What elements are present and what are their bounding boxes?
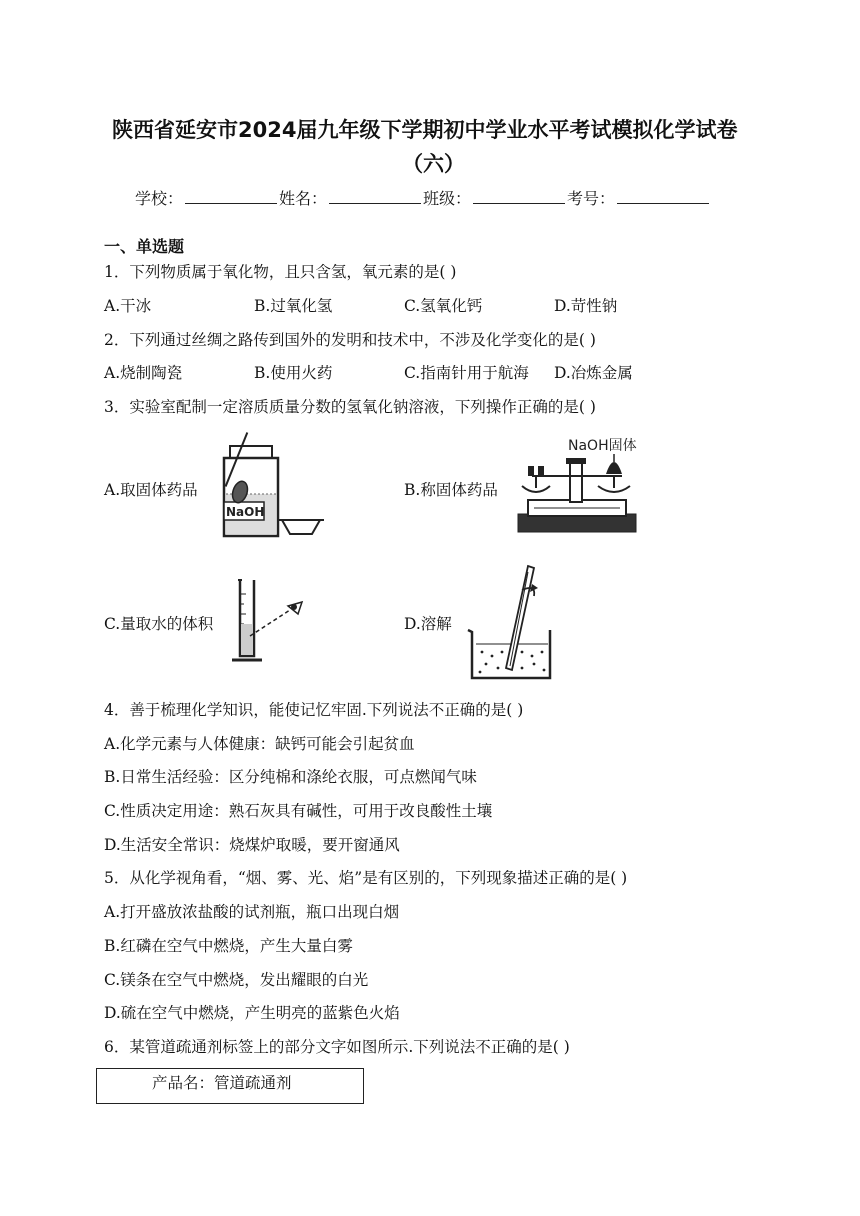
q2-option-a: A.烧制陶瓷: [104, 364, 183, 382]
section-title: 一、单选题: [104, 237, 185, 256]
info-fields: [135, 186, 711, 209]
q1-option-a: A.干冰: [104, 297, 152, 315]
product-name-cell: 产品名：管道疏通剂: [152, 1074, 292, 1092]
q1-option-b: B.过氧化氢: [254, 297, 333, 315]
q2-option-d: D.冶炼金属: [554, 364, 633, 382]
q4-option-c: C.性质决定用途：熟石灰具有碱性，可用于改良酸性土壤: [104, 802, 493, 820]
q4-option-a: A.化学元素与人体健康：缺钙可能会引起贫血: [104, 735, 415, 753]
exam-number-blank[interactable]: [617, 189, 709, 204]
school-label: 学校：: [135, 189, 184, 208]
q5-option-a: A.打开盛放浓盐酸的试剂瓶，瓶口出现白烟: [104, 903, 400, 921]
q2-option-c: C.指南针用于航海: [404, 364, 529, 382]
class-label: 班级：: [423, 189, 472, 208]
q5-option-c: C.镁条在空气中燃烧，发出耀眼的白光: [104, 971, 369, 989]
q5-option-d: D.硫在空气中燃烧，产生明亮的蓝紫色火焰: [104, 1004, 400, 1022]
class-blank[interactable]: [473, 189, 565, 204]
exam-number-label: 考号：: [567, 189, 616, 208]
question-6-stem: 6．某管道疏通剂标签上的部分文字如图所示.下列说法不正确的是( ): [104, 1038, 570, 1056]
q5-option-b: B.红磷在空气中燃烧，产生大量白雾: [104, 937, 353, 955]
question-2-stem: 2．下列通过丝绸之路传到国外的发明和技术中，不涉及化学变化的是( ): [104, 331, 596, 349]
jar-label: NaOH: [226, 505, 265, 519]
graduated-cylinder-figure: [228, 574, 318, 666]
q1-option-c: C.氢氧化钙: [404, 297, 483, 315]
q3-option-c: C.量取水的体积: [104, 615, 214, 633]
name-blank[interactable]: [329, 189, 421, 204]
q3-option-a: A.取固体药品: [104, 481, 198, 499]
q3-option-d: D.溶解: [404, 615, 452, 633]
question-1-stem: 1．下列物质属于氧化物，且只含氢，氧元素的是( ): [104, 263, 457, 281]
exam-title-sub: （六）: [402, 152, 465, 176]
name-label: 姓名：: [279, 189, 328, 208]
question-3-stem: 3．实验室配制一定溶质质量分数的氢氧化钠溶液，下列操作正确的是( ): [104, 398, 596, 416]
balance-label: NaOH固体: [568, 438, 637, 454]
school-blank[interactable]: [185, 189, 277, 204]
q4-option-b: B.日常生活经验：区分纯棉和涤纶衣服，可点燃闻气味: [104, 768, 477, 786]
reagent-jar-figure: [210, 428, 325, 544]
balance-figure: [510, 428, 650, 538]
q4-option-d: D.生活安全常识：烧煤炉取暖，要开窗通风: [104, 836, 400, 854]
q2-option-b: B.使用火药: [254, 364, 333, 382]
question-4-stem: 4．善于梳理化学知识，能使记忆牢固.下列说法不正确的是( ): [104, 701, 524, 719]
q3-option-b: B.称固体药品: [404, 481, 498, 499]
exam-title: 陕西省延安市2024届九年级下学期初中学业水平考试模拟化学试卷: [112, 118, 738, 142]
q1-option-d: D.苛性钠: [554, 297, 618, 315]
beaker-figure: [462, 560, 562, 684]
question-5-stem: 5．从化学视角看，“烟、雾、光、焰”是有区别的，下列现象描述正确的是( ): [104, 869, 628, 887]
